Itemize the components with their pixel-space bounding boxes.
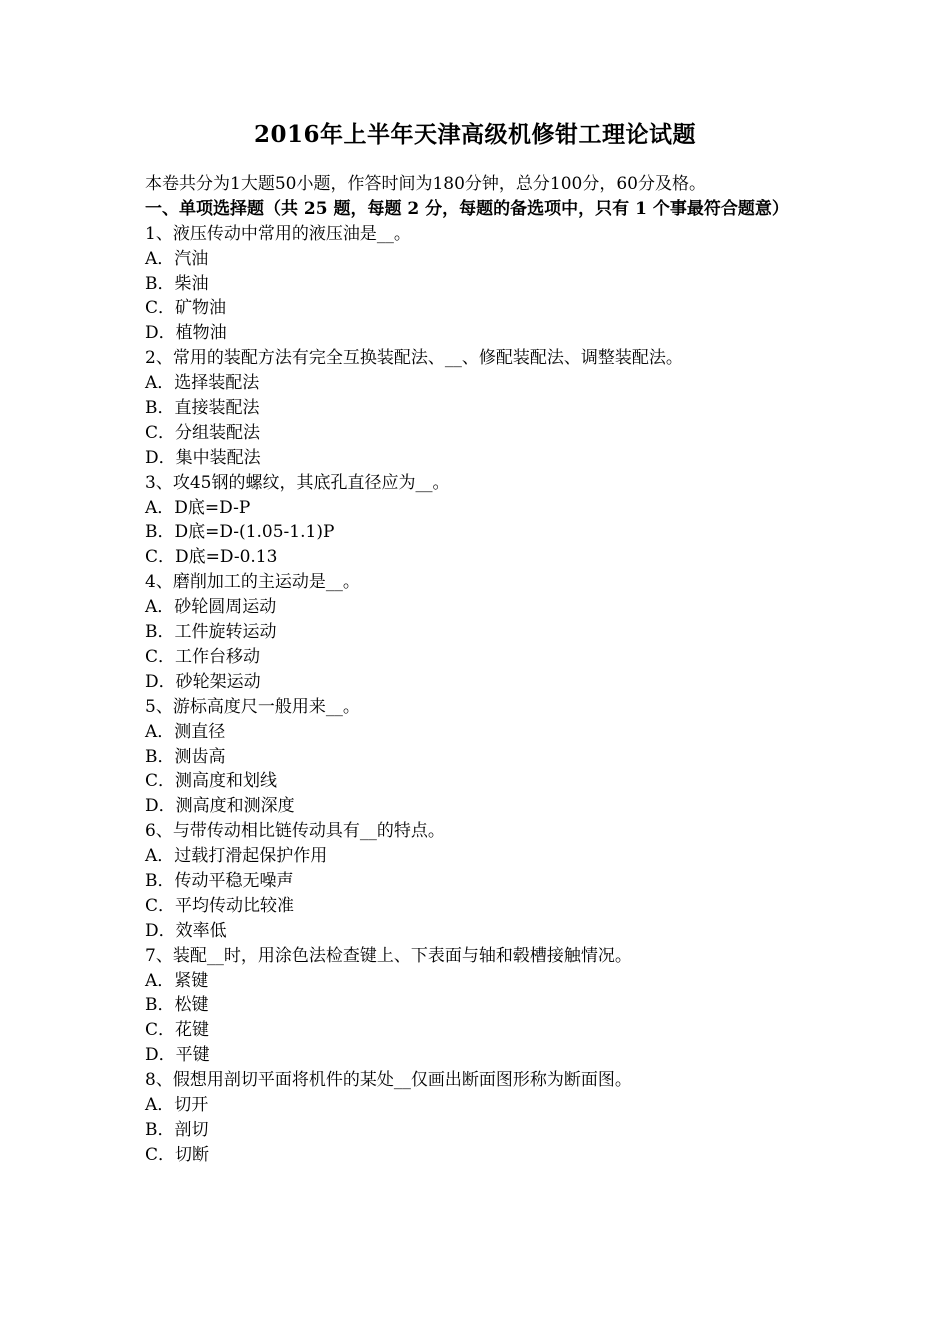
- option-c: C．矿物油: [145, 298, 227, 319]
- question-block-6: [145, 819, 815, 943]
- option-b: B．D底=D-(1.05-1.1)P: [145, 522, 335, 543]
- option-a: A．汽油: [145, 248, 209, 269]
- page-title: 2016年上半年天津高级机修钳工理论试题: [253, 121, 696, 148]
- option-c: C．花键: [145, 1020, 210, 1041]
- section-heading: 一、单项选择题（共 25 题，每题 2 分，每题的备选项中，只有 1 个事最符合题意）: [145, 198, 789, 219]
- option-b: B．传动平稳无噪声: [145, 870, 294, 891]
- option-b: B．剖切: [145, 1119, 209, 1140]
- option-a: A．砂轮圆周运动: [145, 597, 277, 618]
- option-a: A．紧键: [145, 970, 209, 991]
- option-c: C．切断: [145, 1144, 210, 1165]
- option-a: A．选择装配法: [145, 373, 260, 394]
- question-stem: 6、与带传动相比链传动具有__的特点。: [145, 821, 445, 842]
- question-stem: 8、假想用剖切平面将机件的某处__仅画出断面图形称为断面图。: [145, 1070, 632, 1091]
- question-block-2: [145, 346, 815, 470]
- option-d: D．集中装配法: [145, 447, 261, 468]
- question-block-8: [145, 1068, 815, 1168]
- question-stem: 4、磨削加工的主运动是__。: [145, 572, 360, 593]
- question-block-7: [145, 944, 815, 1068]
- option-a: A．切开: [145, 1094, 209, 1115]
- question-stem: 3、攻45钢的螺纹，其底孔直径应为__。: [145, 472, 450, 493]
- question-block-5: [145, 695, 815, 819]
- question-stem: 2、常用的装配方法有完全互换装配法、__、修配装配法、调整装配法。: [145, 348, 683, 369]
- option-c: C．工作台移动: [145, 646, 261, 667]
- option-d: D．平键: [145, 1045, 210, 1066]
- option-b: B．测齿高: [145, 746, 226, 767]
- option-c: C．分组装配法: [145, 422, 261, 443]
- option-d: D．砂轮架运动: [145, 671, 261, 692]
- question-stem: 7、装配__时，用涂色法检查键上、下表面与轴和毂槽接触情况。: [145, 945, 632, 966]
- option-b: B．松键: [145, 995, 209, 1016]
- option-a: A．D底=D-P: [145, 497, 251, 518]
- option-b: B．直接装配法: [145, 398, 260, 419]
- option-d: D．测高度和测深度: [145, 796, 295, 817]
- option-c: C．测高度和划线: [145, 771, 278, 792]
- option-c: C．平均传动比较准: [145, 895, 295, 916]
- option-a: A．过载打滑起保护作用: [145, 846, 328, 867]
- question-block-3: [145, 471, 815, 571]
- exam-content: [145, 172, 815, 1168]
- exam-intro: 本卷共分为1大题50小题，作答时间为180分钟，总分100分，60分及格。: [145, 174, 706, 194]
- question-stem: 1、液压传动中常用的液压油是__。: [145, 223, 411, 244]
- option-d: D．效率低: [145, 920, 227, 941]
- option-b: B．工件旋转运动: [145, 622, 277, 643]
- option-b: B．柴油: [145, 273, 209, 294]
- question-block-1: [145, 222, 815, 346]
- question-stem: 5、游标高度尺一般用来__。: [145, 696, 360, 717]
- option-c: C．D底=D-0.13: [145, 547, 278, 568]
- option-a: A．测直径: [145, 721, 226, 742]
- question-block-4: [145, 570, 815, 694]
- option-d: D．植物油: [145, 323, 227, 344]
